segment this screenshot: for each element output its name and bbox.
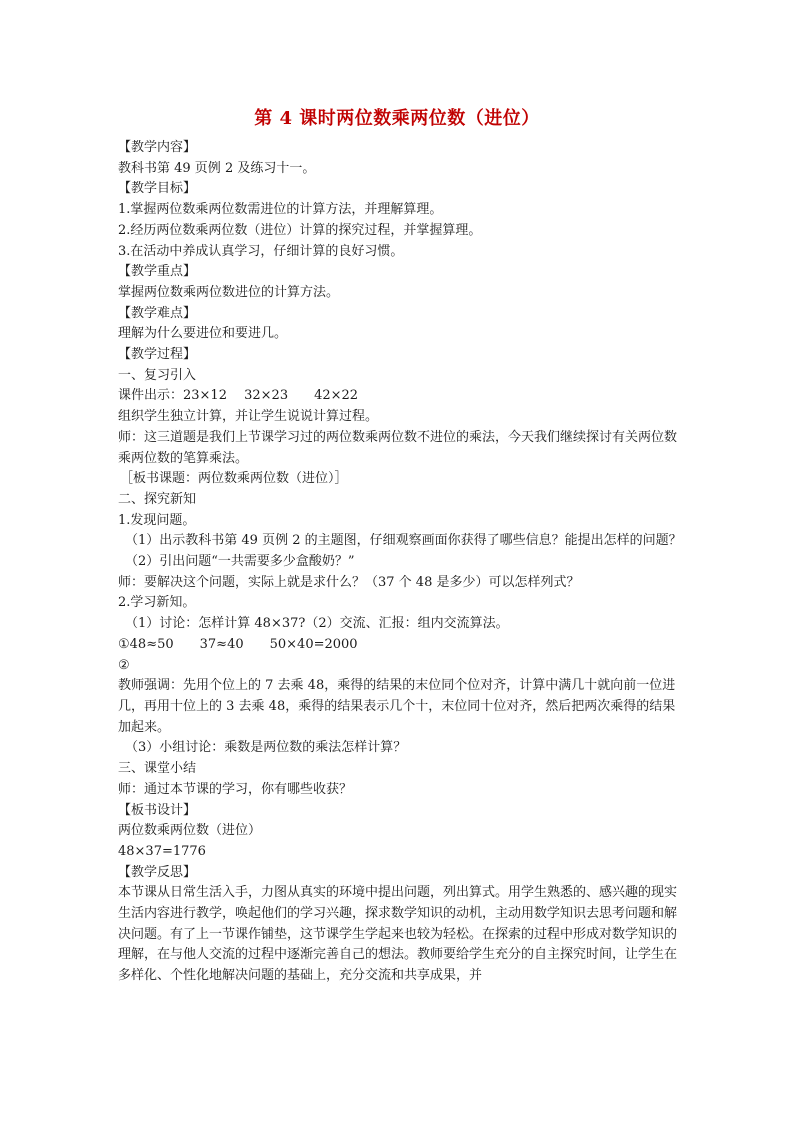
- paragraph: ②: [118, 657, 130, 673]
- section-heading: 【板书设计】: [118, 802, 197, 818]
- paragraph: 掌握两位数乘两位数进位的计算方法。: [118, 284, 340, 300]
- paragraph: （3）小组讨论：乘数是两位数的乘法怎样计算？: [125, 740, 407, 756]
- paragraph: 48×37=1776: [118, 843, 206, 859]
- paragraph: （1）讨论：怎样计算 48×37?（2）交流、汇报：组内交流算法。: [125, 616, 509, 632]
- paragraph: ［板书课题：两位数乘两位数（进位）］: [120, 471, 348, 487]
- paragraph: 师：这三道题是我们上节课学习过的两位数乘两位数不进位的乘法，今天我们继续探讨有关两位数乘两位数的笔算乘法。: [118, 429, 678, 466]
- paragraph: 1.发现问题。: [118, 512, 196, 528]
- paragraph: 师：要解决这个问题，实际上就是求什么？（37 个 48 是多少）可以怎样列式？: [118, 574, 580, 590]
- paragraph: 两位数乘两位数（进位）: [118, 823, 262, 839]
- paragraph: 理解为什么要进位和要进几。: [118, 326, 288, 342]
- document-title: 第 4 课时两位数乘两位数（进位）: [254, 108, 540, 129]
- paragraph: 组织学生独立计算，并让学生说说计算过程。: [118, 409, 379, 425]
- document-body: [118, 138, 684, 987]
- paragraph: 本节课从日常生活入手，力图从真实的环境中提出问题，列出算式。用学生熟悉的、感兴趣的现实生活内容进行教学，唤起他们的学习兴趣，探求数学知识的动机，主动用数学知识去思考问题和解决问题。有了上一节课作铺垫，这节课学生学起来也较为轻松。在探索的过程中形成对数学知识的理解，在与他人交流的过程中逐渐完善自己的想法。教师要给学生充分的自主探究时间，让学生在多样化、个性化地解决问题的基础上，充分交流和共享成果，并: [118, 885, 678, 984]
- section-heading: 【教学过程】: [118, 347, 197, 363]
- paragraph: 教科书第 49 页例 2 及练习十一。: [118, 160, 316, 176]
- paragraph: 2.学习新知。: [118, 595, 196, 611]
- section-heading: 【教学反思】: [118, 864, 197, 880]
- paragraph: 课件出示：23×12 32×23 42×22: [118, 388, 359, 404]
- paragraph: 一、复习引入: [118, 367, 197, 383]
- section-heading: 【教学内容】: [118, 140, 197, 155]
- paragraph: 3.在活动中养成认真学习，仔细计算的良好习惯。: [118, 243, 404, 259]
- paragraph: （1）出示教科书第 49 页例 2 的主题图，仔细观察画面你获得了哪些信息？能提出怎样的问题？: [125, 533, 682, 549]
- paragraph: 1.掌握两位数乘两位数需进位的计算方法，并理解算理。: [118, 202, 443, 218]
- paragraph: 教师强调：先用个位上的 7 去乘 48，乘得的结果的末位同个位对齐，计算中满几十就向前一位进几，再用十位上的 3 去乘 48，乘得的结果表示几个十，末位同十位对齐，然后把两次乘得的结果加起来。: [118, 678, 676, 735]
- paragraph: 三、课堂小结: [118, 761, 197, 777]
- section-heading: 【教学目标】: [118, 181, 197, 197]
- paragraph: 2.经历两位数乘两位数（进位）计算的探究过程，并掌握算理。: [118, 222, 482, 238]
- paragraph: 二、探究新知: [118, 491, 197, 507]
- paragraph: 师：通过本节课的学习，你有哪些收获？: [118, 781, 353, 797]
- section-heading: 【教学难点】: [118, 305, 197, 321]
- section-heading: 【教学重点】: [118, 264, 197, 280]
- paragraph: （2）引出问题“一共需要多少盒酸奶？”: [125, 554, 355, 570]
- paragraph: ①48≈50 37≈40 50×40=2000: [118, 636, 358, 652]
